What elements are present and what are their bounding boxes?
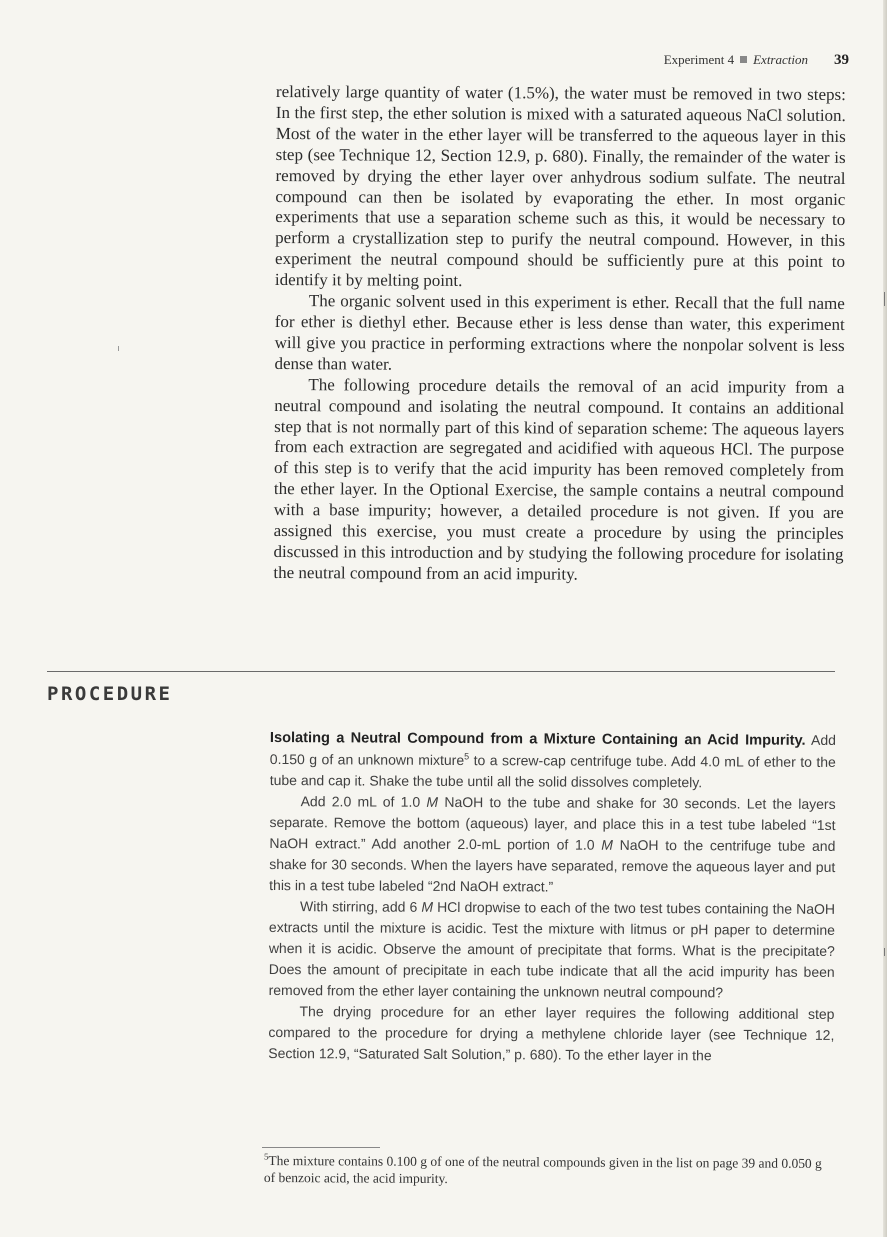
text-run: With stirring, add 6 <box>300 898 418 915</box>
intro-paragraph: The following procedure details the removal of an acid impurity from a neutral compound and isolating the neutral compound. It contains an additional step that is not normally part of this kind of separation scheme: The aqueous layers from each extraction are segregated and acidified with aqueous HCl. The purpose of this step is to verify that the acid impurity has been removed completely from the ether layer. In the Optional Exercise, the sample contains a neutral compound with a base impurity; however, a detailed procedure is not given. If you are assigned this exercise, you must create a procedure by using the principles discussed in this introduction and by studying the following procedure for isolating the neutral compound from an acid impurity. <box>273 374 845 584</box>
text-run: Add 2.0 mL of 1.0 <box>300 793 421 810</box>
intro-paragraph: relatively large quantity of water (1.5%), the water must be removed in two steps: In the first step, the ether solution is mixed with a saturated aqueous NaCl solution. Most of the water in the ether layer will be transferred to the aqueous layer in this step (see Technique 12, Section 12.9, p. 680). Finally, the remainder of the water is removed by drying the ether layer over anhydrous sodium sulfate. The neutral compound can then be isolated by evaporating the ether. In most organic experiments that use a separation scheme such as this, it would be necessary to perform a crystallization step to purify the neutral compound. However, in this experiment the neutral compound should be sufficiently pure at this point to identify it by melting point. <box>274 82 846 291</box>
scan-mark <box>118 346 119 351</box>
text-run: HCl dropwise to each of the two test tubes containing the NaOH extracts until the mixture is acidic. Test the mixture with litmus or pH paper to determine when it is acidic. Observe the amount of precipitate that forms. What is the precipitate? Does the amount of precipitate in each tube indicate that all the acid impurity has been removed from the ether layer containing the unknown neutral compound? <box>268 898 836 1001</box>
text-run: NaOH to the tube and shake for 30 seconds. Let the layers separate. Remove the bottom (aqueous) layer, and place this in a test tube labeled “1st NaOH extract.” Add another 2.0-mL portion of 1.0 <box>269 793 836 853</box>
procedure-paragraph <box>270 727 836 794</box>
text-run: NaOH to the centrifuge tube and shake for 30 seconds. When the layers have separated, remove the aqueous layer and put this in a test tube labeled “2nd NaOH extract.” <box>269 836 836 895</box>
procedure-paragraph: The drying procedure for an ether layer requires the following additional step compared to the procedure for drying a methylene chloride layer (see Technique 12, Section 12.9, “Saturated Salt Solution,” p. 680). To the ether layer in the <box>268 1003 835 1064</box>
intro-paragraph: The organic solvent used in this experiment is ether. Recall that the full name for ether is diethyl ether. Because ether is less dense than water, this experiment will give you practice in performing extractions where the nonpolar solvent is less dense than water. <box>274 291 845 374</box>
running-head <box>664 52 849 69</box>
experiment-label: Experiment 4 <box>663 52 735 67</box>
scan-mark <box>884 948 885 956</box>
molarity-symbol: M <box>421 898 434 915</box>
footnote-text: The mixture contains 0.100 g of one of the neutral compounds given in the list on page 39 and 0.050 g of benzoic acid, the acid impurity. <box>263 1153 822 1186</box>
footnote-marker: 5 <box>263 1151 269 1162</box>
chapter-name: Extraction <box>753 52 808 67</box>
procedure-text <box>268 727 836 1067</box>
page-edge <box>883 0 887 1237</box>
section-divider <box>47 671 835 672</box>
square-bullet-icon <box>740 56 747 63</box>
footnote <box>264 1152 832 1189</box>
page-number: 39 <box>834 52 849 68</box>
footnote-rule <box>262 1147 380 1148</box>
footnote-ref: 5 <box>464 751 470 762</box>
procedure-paragraph <box>269 791 836 899</box>
text-run: to a screw-cap centrifuge tube. Add 4.0 mL of ether to the tube and cap it. Shake the tube until all the solid dissolves completely. <box>269 752 836 791</box>
run-in-heading: Isolating a Neutral Compound from a Mixture Containing an Acid Impurity. <box>269 729 806 749</box>
section-heading: PROCEDURE <box>47 683 173 705</box>
molarity-symbol: M <box>601 836 613 853</box>
intro-text <box>273 82 846 587</box>
molarity-symbol: M <box>426 793 439 810</box>
procedure-paragraph <box>269 896 836 1004</box>
text-run: Add 0.150 g of an unknown mixture <box>269 731 836 769</box>
scan-mark <box>884 292 885 306</box>
